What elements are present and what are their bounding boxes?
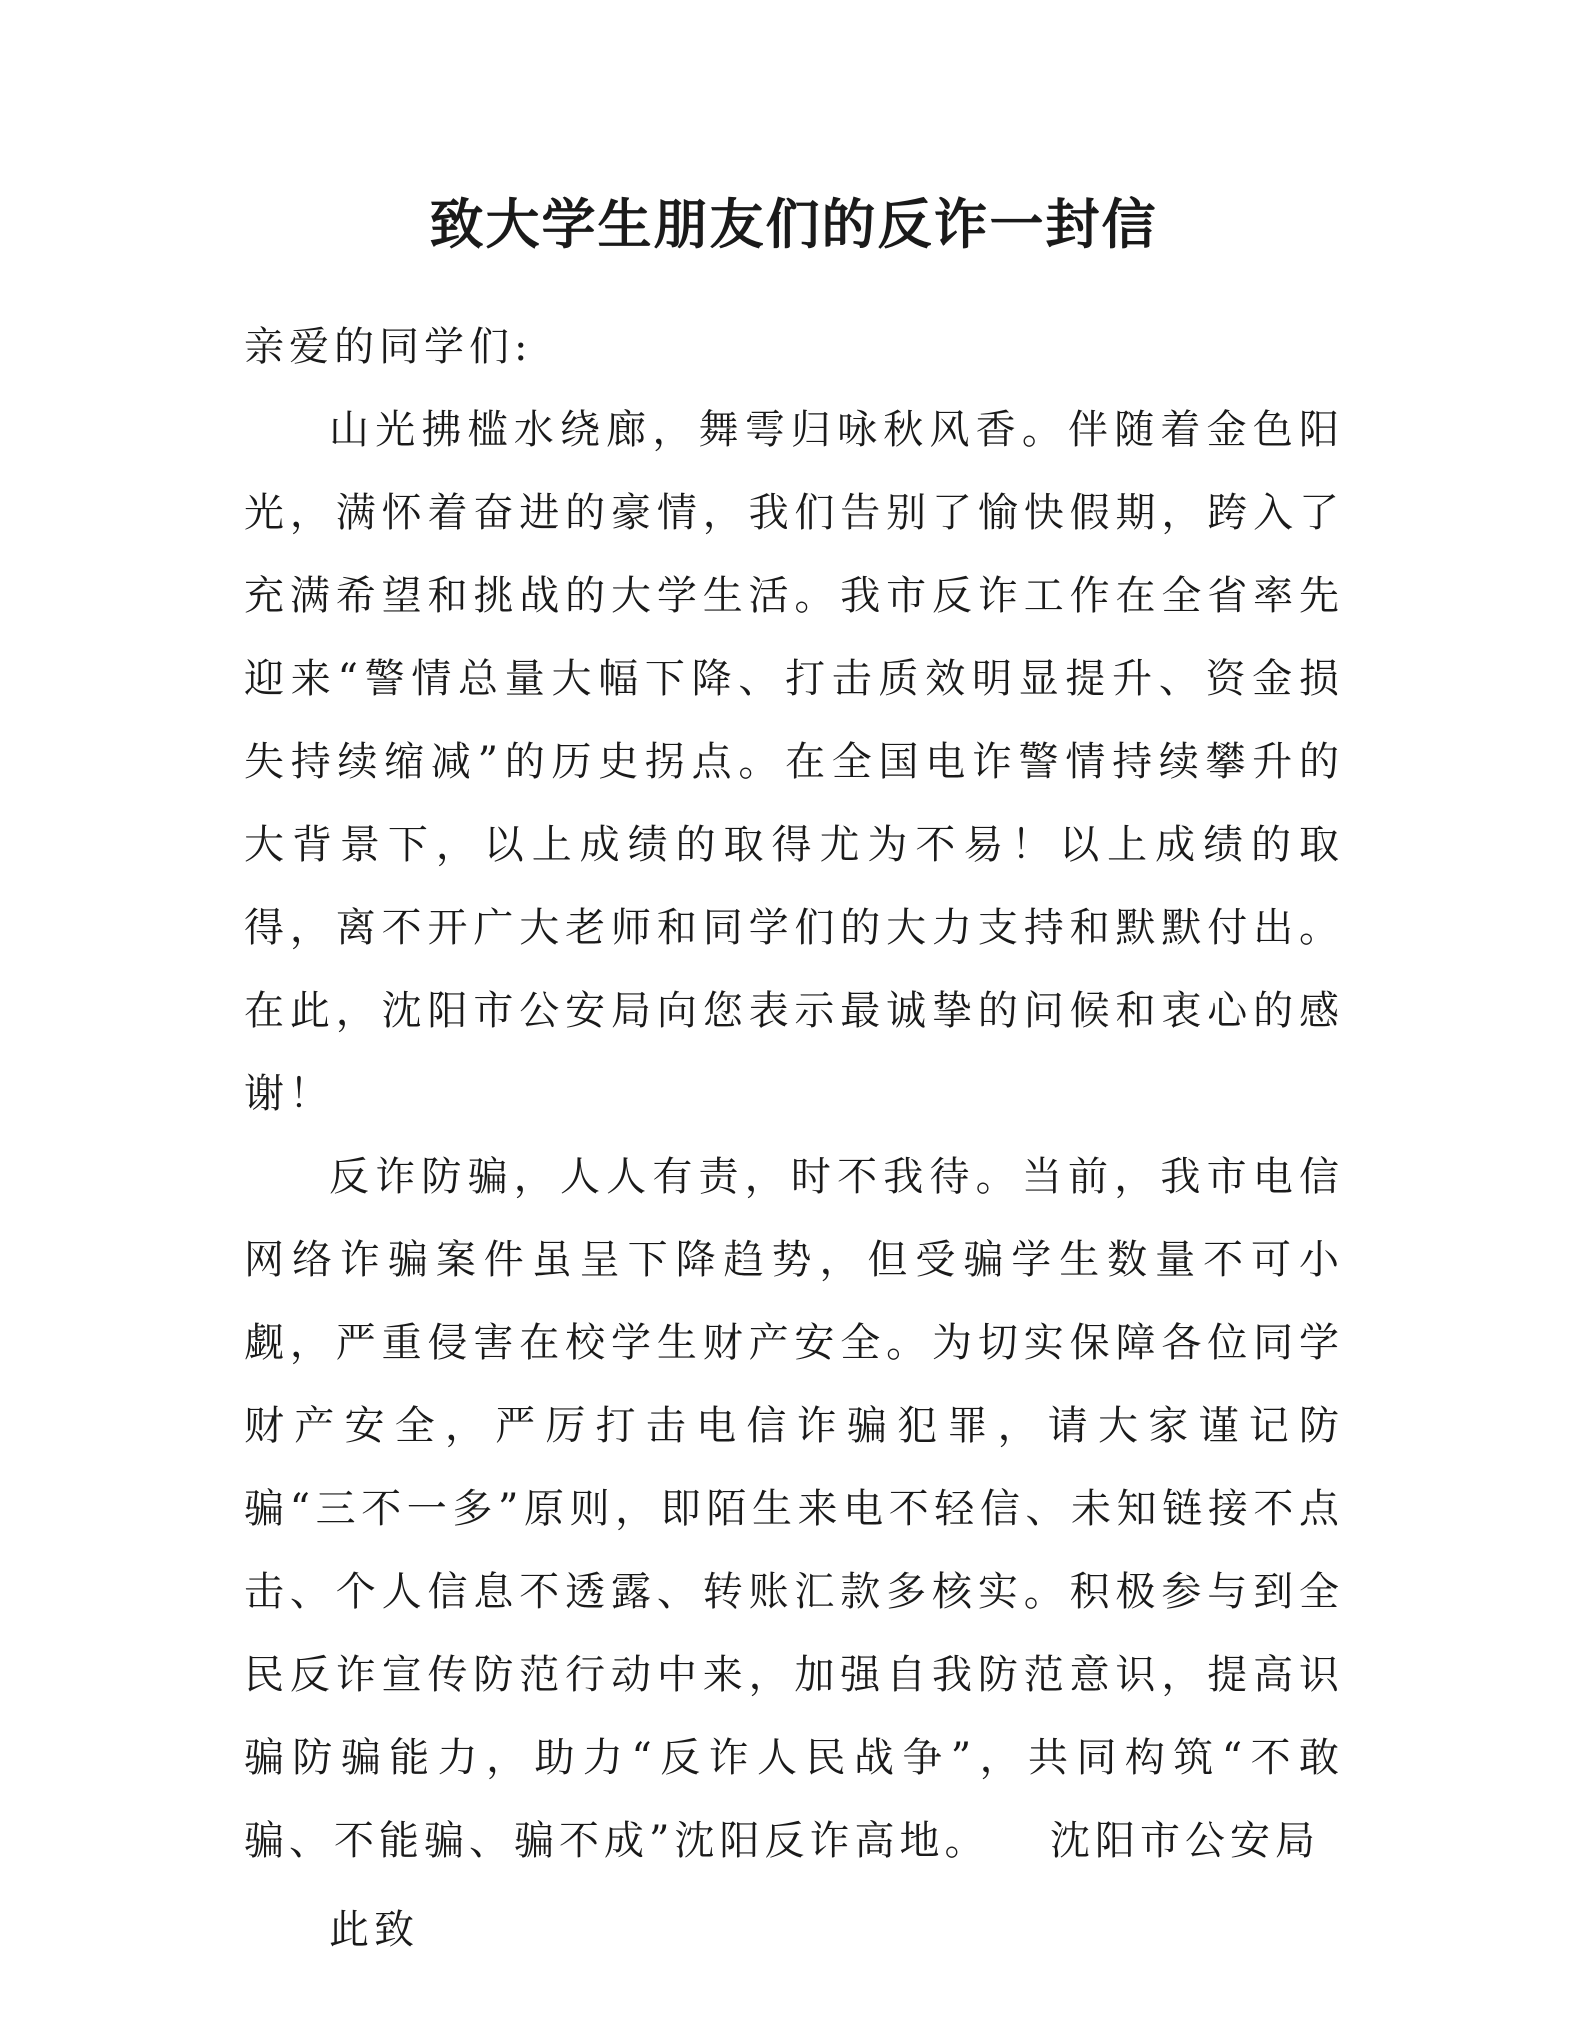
paragraph-2: 反诈防骗，人人有责，时不我待。当前，我市电信网络诈骗案件虽呈下降趋势，但受骗学生数量不可小觑，严重侵害在校学生财产安全。为切实保障各位同学财产安全，严厉打击电信诈骗犯罪，请大家谨记防骗“三不一多”原则，即陌生来电不轻信、未知链接不点击、个人信息不透露、转账汇款多核实。积极参与到全民反诈宣传防范行动中来，加强自我防范意识，提高识骗防骗能力，助力“反诈人民战争”，共同构筑“不敢骗、不能骗、骗不成”沈阳反诈高地。: [244, 1154, 1344, 1864]
letter-body: [244, 306, 1344, 1972]
letter-title: 致大学生朋友们的反诈一封信: [429, 192, 1158, 257]
paragraph-1: 山光拂槛水绕廊，舞雩归咏秋风香。伴随着金色阳光，满怀着奋进的豪情，我们告别了愉快假期，跨入了充满希望和挑战的大学生活。我市反诈工作在全省率先迎来“警情总量大幅下降、打击质效明显提升、资金损失持续缩减”的历史拐点。在全国电诈警情持续攀升的大背景下，以上成绩的取得尤为不易！以上成绩的取得，离不开广大老师和同学们的大力支持和默默付出。在此，沈阳市公安局向您表示最诚挚的问候和衷心的感谢！: [244, 407, 1344, 1117]
signature: 沈阳市公安局: [1050, 1818, 1320, 1864]
closing-phrase: 此致: [329, 1907, 419, 1953]
salutation: 亲爱的同学们:: [244, 324, 533, 370]
